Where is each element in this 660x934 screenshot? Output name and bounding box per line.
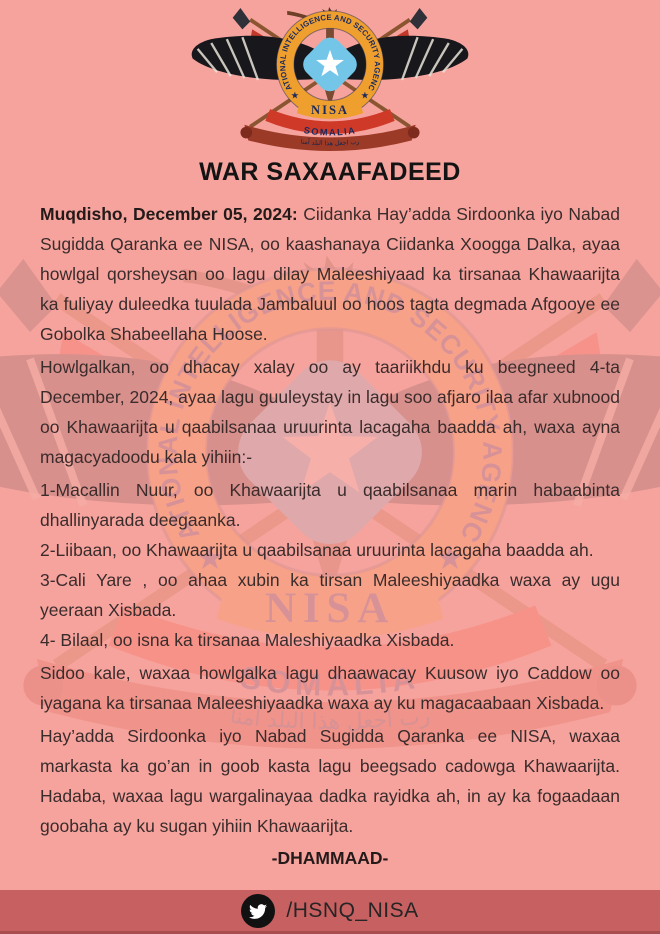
press-release-body [0, 199, 660, 841]
list-item-4: 4- Bilaal, oo isna ka tirsanaa Maleshiyaadka Xisbada. [40, 630, 455, 650]
footer-bar [0, 890, 660, 934]
closing-line: -DHAMMAAD- [271, 848, 389, 868]
twitter-handle: /HSNQ_NISA [286, 898, 419, 922]
paragraph-warning: Hay’adda Sirdoonka iyo Nabad Sugidda Qaranka ee NISA, waxaa markasta ka go’an in goob kasta lagu beegsado cadowga Khawaarijta. Hadaba, waxaa lagu wargalinayaa dadka rayidka ah, in ay ka fogaadaan goobaha ay ku sugan yihiin Khawaarijta. [40, 726, 620, 836]
paragraph-dateline [40, 199, 620, 349]
page-title: WAR SAXAAFADEED [199, 158, 461, 186]
list-item-3: 3-Cali Yare , oo ahaa xubin ka tirsan Maleeshiyaadka waxa ay ugu yeeraan Xisbada. [40, 570, 620, 620]
twitter-icon [241, 894, 275, 928]
dateline-bold: Muqdisho, December 05, 2024: [40, 204, 298, 224]
paragraph-operation: Howlgalkan, oo dhacay xalay oo ay taariikhdu ku beegneed 4-ta December, 2024, ayaa lagu guuleystay in lagu soo afjaro ilaa afar xubnood oo Khawaarijta u qaabilsanaa uruurinta lacagaha baadda ah, waxa ayna magacyadoodu kala yihiin:- [40, 357, 620, 467]
nisa-emblem-logo [184, 6, 476, 154]
list-item-2: 2-Liibaan, oo Khawaarijta u qaabilsanaa uruurinta lacagaha baadda ah. [40, 540, 594, 560]
list-item-1: 1-Macallin Nuur, oo Khawaarijta u qaabilsanaa marin habaabinta dhallinyarada deegaanka. [40, 480, 620, 530]
paragraph-wounded: Sidoo kale, waxaa howlgalka lagu dhaawacay Kuusow iyo Caddow oo iyagana ka tirsanaa Maleeshiyaadka waxa ay ku magacaabaan Xisbada. [40, 663, 620, 713]
dateline-rest: Ciidanka Hay’adda Sirdoonka iyo Nabad Sugidda Qaranka ee NISA, oo kaashanaya Ciidanka Xoogga Dalka, ayaa howlgal qorsheysan oo lagu dilay Maleeshiyaad ka tirsanaa Khawaarijta ka fuliyay duleedka tuulada Jambaluul oo hoos tagta degmada Afgooye ee Gobolka Shabeellaha Hoose. [40, 204, 620, 344]
